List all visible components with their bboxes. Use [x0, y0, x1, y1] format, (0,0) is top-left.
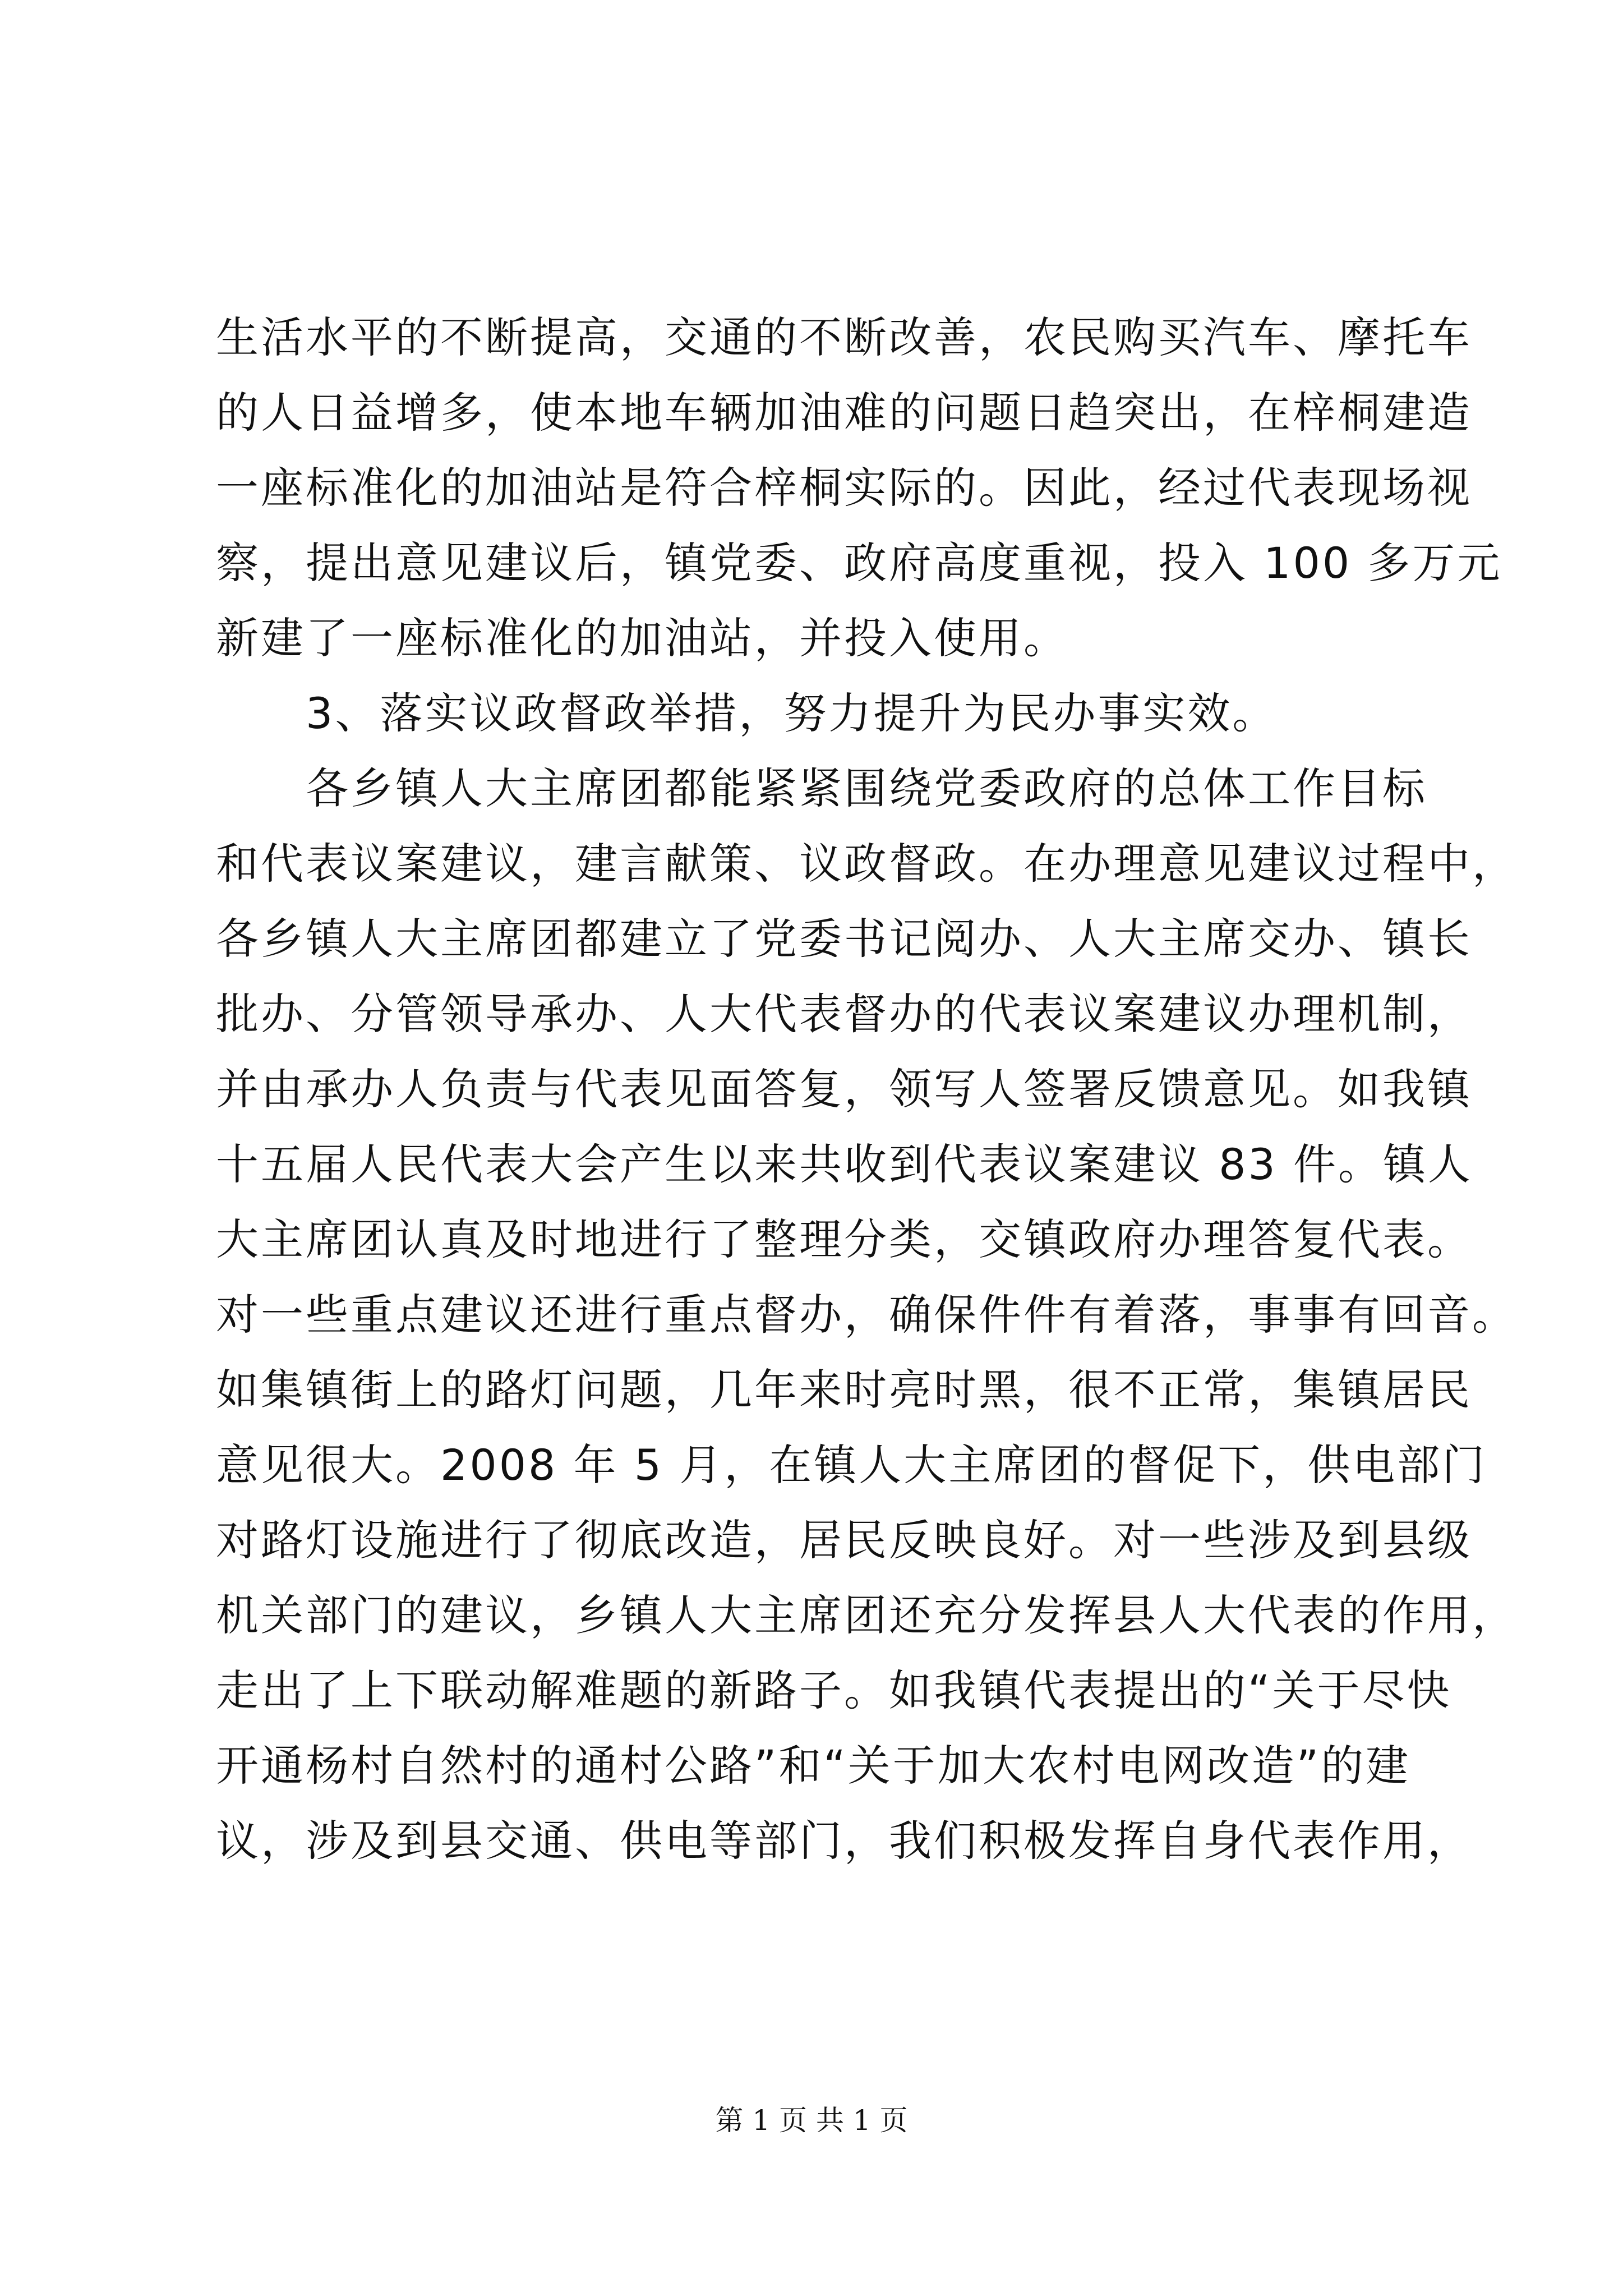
- page-number: 第 1 页 共 1 页: [715, 2104, 908, 2137]
- text-line: 大主席团认真及时地进行了整理分类，交镇政府办理答复代表。: [216, 1214, 1472, 1264]
- text-line: 和代表议案建议，建言献策、议政督政。在办理意见建议过程中，: [216, 839, 1517, 889]
- text-line: 对一些重点建议还进行重点督办，确保件件有着落，事事有回音。: [216, 1290, 1517, 1340]
- text-line: 开通杨村自然村的通村公路”和“关于加大农村电网改造”的建: [216, 1741, 1411, 1791]
- text-line: 察，提出意见建议后，镇党委、政府高度重视，投入 100 多万元: [216, 538, 1502, 588]
- text-line: 议，涉及到县交通、供电等部门，我们积极发挥自身代表作用，: [216, 1816, 1472, 1866]
- text-line: 各乡镇人大主席团都能紧紧围绕党委政府的总体工作目标: [216, 763, 1427, 813]
- text-line: 一座标准化的加油站是符合梓桐实际的。因此，经过代表现场视: [216, 463, 1472, 513]
- page-footer: [0, 2101, 1623, 2140]
- text-line: 新建了一座标准化的加油站，并投入使用。: [216, 613, 1068, 663]
- body-text: [216, 300, 1517, 1879]
- text-line: 批办、分管领导承办、人大代表督办的代表议案建议办理机制，: [216, 989, 1472, 1039]
- text-line: 机关部门的建议，乡镇人大主席团还充分发挥县人大代表的作用，: [216, 1590, 1517, 1640]
- text-line: 十五届人民代表大会产生以来共收到代表议案建议 83 件。镇人: [216, 1139, 1473, 1189]
- text-line: 如集镇街上的路灯问题，几年来时亮时黑，很不正常，集镇居民: [216, 1365, 1472, 1415]
- text-line: 意见很大。2008 年 5 月，在镇人大主席团的督促下，供电部门: [216, 1440, 1487, 1490]
- text-line: 生活水平的不断提高，交通的不断改善，农民购买汽车、摩托车: [216, 312, 1472, 362]
- text-line: 对路灯设施进行了彻底改造，居民反映良好。对一些涉及到县级: [216, 1515, 1472, 1565]
- text-line: 各乡镇人大主席团都建立了党委书记阅办、人大主席交办、镇长: [216, 914, 1472, 964]
- text-line: 走出了上下联动解难题的新路子。如我镇代表提出的“关于尽快: [216, 1665, 1452, 1715]
- section-heading: 3、落实议政督政举措，努力提升为民办事实效。: [216, 688, 1278, 738]
- text-line: 的人日益增多，使本地车辆加油难的问题日趋突出，在梓桐建造: [216, 388, 1472, 438]
- text-line: 并由承办人负责与代表见面答复，领写人签署反馈意见。如我镇: [216, 1064, 1472, 1114]
